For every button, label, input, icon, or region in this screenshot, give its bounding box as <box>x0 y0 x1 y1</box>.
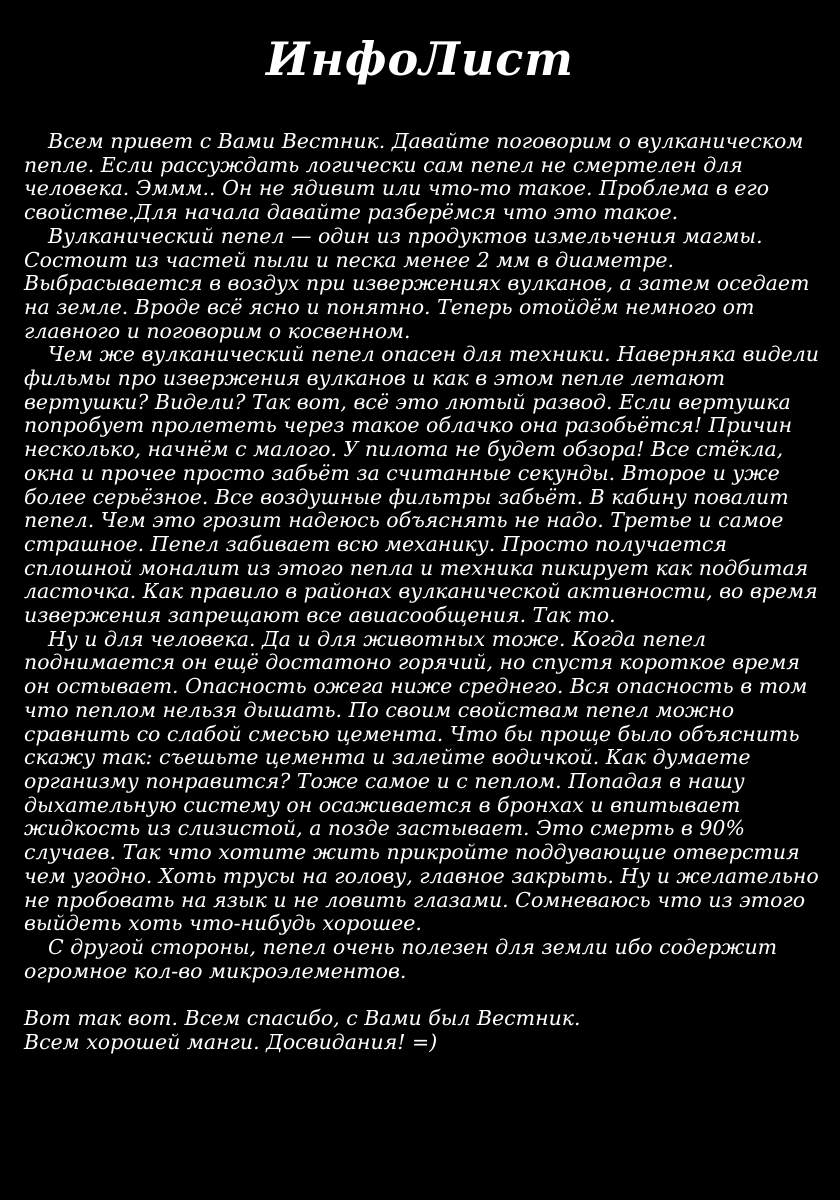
page-title: ИнфоЛист <box>266 32 574 86</box>
closing-thanks: Вот так вот. Всем спасибо, с Вами был Вестник. <box>24 1006 581 1031</box>
paragraph-benefit: С другой стороны, пепел очень полезен для земли ибо содержит огромное кол-во микроэлементов. <box>24 934 778 983</box>
paragraph-technology: Чем же вулканический пепел опасен для техники. Наверняка видели фильмы про извержения вулканов и как в этом пепле летают вертушки? Видели? Так вот, всё это лютый развод. Если вертушка попробует пролететь через такое облачко она разобьётся! Причин несколько, начнём с малого. У пилота не будет обзора! Все стёкла, окна и прочее просто забьёт за считанные секунды. Второе и уже более серьёзное. Все воздушные фильтры забьёт. В кабину повалит пепел. Чем это грозит надеюсь объяснять не надо. Третье и самое страшное. Пепел забивает всю механику. Просто получается сплошной моналит из этого пепла и техника пикирует как подбитая ласточка. Как правило в районах вулканической активности, во время извержения запрещают все авиасообщения. Так то. <box>24 342 819 628</box>
paragraph-intro: Всем привет с Вами Вестник. Давайте поговорим о вулканическом пепле. Если рассуждать логически сам пепел не смертелен для человека. Эммм.. Он не ядивит или что-то такое. Проблема в его свойстве.Для начала давайте разберёмся что это такое. <box>24 129 804 225</box>
article-body <box>24 130 820 1055</box>
closing-block <box>24 1007 820 1054</box>
paragraph-human: Ну и для человека. Да и для животных тоже. Когда пепел поднимается он ещё достатоно горячий, но спустя короткое время он остывает. Опасность ожега ниже среднего. Вся опасность в том что пеплом нельзя дышать. По своим свойствам пепел можно сравнить со слабой смесью цемента. Что бы проще было объяснить скажу так: съешьте цемента и залейте водичкой. Как думаете организму понравится? Тоже самое и с пеплом. Попадая в нашу дыхательную систему он осаживается в бронхах и впитывает жидкость из слизистой, а позде застывает. Это смерть в 90% случаев. Так что хотите жить прикройте поддувающие отверстия чем угодно. Хоть трусы на голову, главное закрыть. Ну и желательно не пробовать на язык и не ловить глазами. Сомневаюсь что из этого выйдеть хоть что-нибудь хорошее. <box>24 626 819 936</box>
paragraph-definition: Вулканический пепел — один из продуктов измельчения магмы. Состоит из частей пыли и песка менее 2 мм в диаметре. Выбрасывается в воздух при извержениях вулканов, а затем оседает на земле. Вроде всё ясно и понятно. Теперь отойдём немного от главного и поговорим о косвенном. <box>24 223 810 343</box>
closing-farewell: Всем хорошей манги. Досвидания! =) <box>24 1030 438 1055</box>
